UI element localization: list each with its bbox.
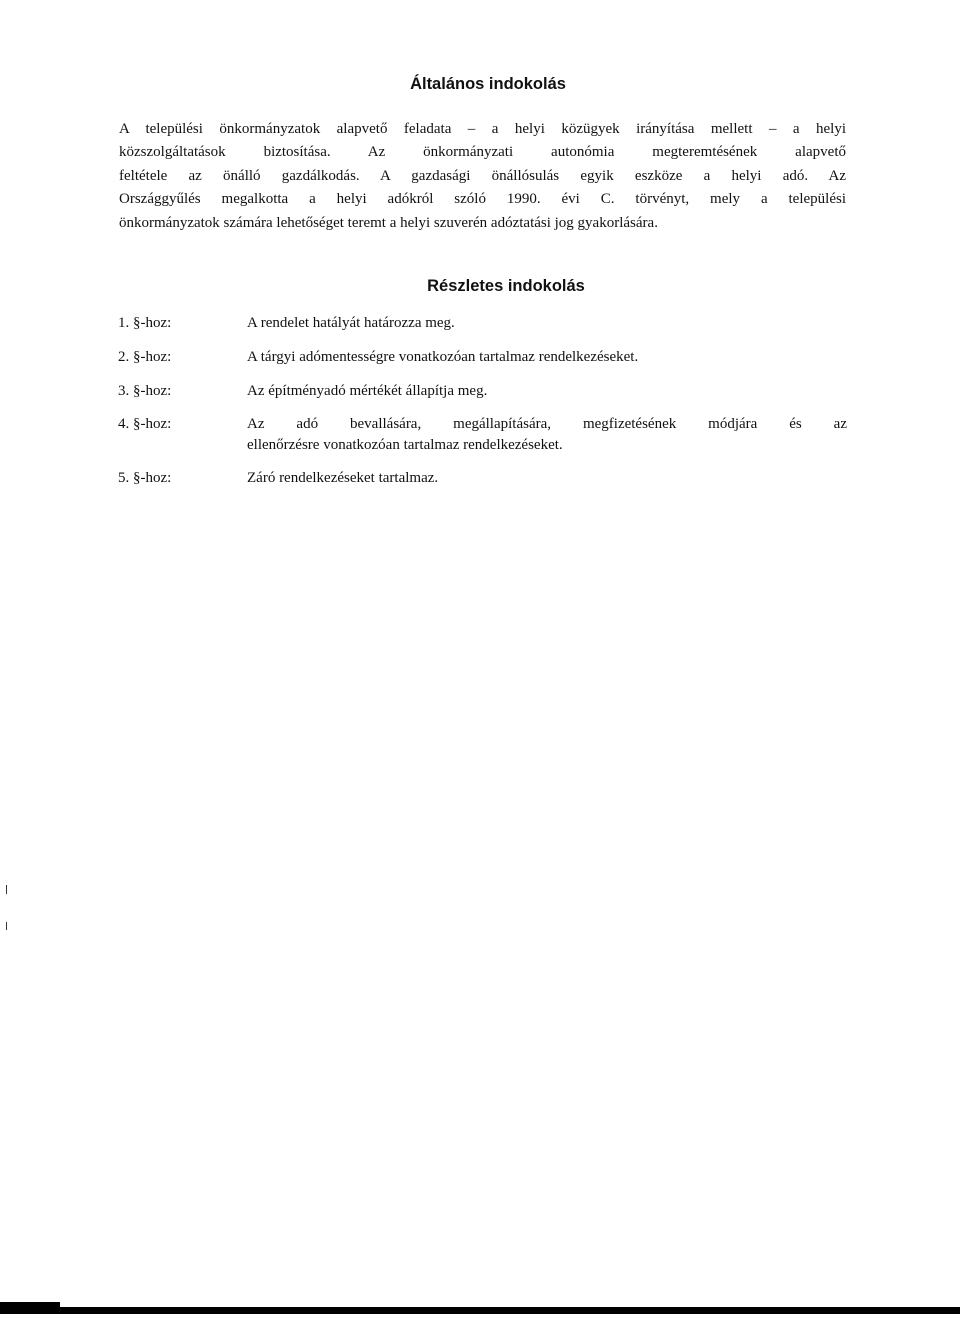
scan-margin-mark: [6, 885, 7, 894]
detailed-justification-title: Részletes indokolás: [427, 277, 585, 295]
paragraph-line: feltétele az önálló gazdálkodás. A gazdasági önállósulás egyik eszköze a helyi adó. Az: [119, 167, 846, 184]
section-description: [247, 414, 847, 456]
description-line: A rendelet hatályát határozza meg.: [247, 315, 455, 331]
section-reference: 2. §-hoz:: [118, 349, 172, 365]
section-description: [247, 468, 847, 489]
description-line: A tárgyi adómentességre vonatkozóan tartalmaz rendelkezéseket.: [247, 349, 639, 365]
paragraph-line: A települési önkormányzatok alapvető feladata – a helyi közügyek irányítása mellett – a helyi: [119, 121, 846, 137]
paragraph-line: Országgyűlés megalkotta a helyi adókról szóló 1990. évi C. törvényt, mely a települési: [119, 191, 846, 208]
section-description: [247, 347, 847, 368]
general-justification-paragraph: [119, 118, 846, 235]
paragraph-line: közszolgáltatások biztosítása. Az önkormányzati autonómia megteremtésének alapvető: [119, 144, 846, 161]
description-line: Az adó bevallására, megállapítására, megfizetésének módjára és az: [247, 416, 847, 432]
description-line: Záró rendelkezéseket tartalmaz.: [247, 470, 439, 486]
section-description: [247, 381, 847, 402]
scan-bottom-border: [0, 1307, 960, 1314]
description-line: Az építményadó mértékét állapítja meg.: [247, 383, 488, 399]
section-reference: 3. §-hoz:: [118, 383, 172, 399]
section-reference: 1. §-hoz:: [118, 315, 172, 331]
general-justification-title: Általános indokolás: [410, 75, 566, 93]
section-description: [247, 313, 847, 334]
paragraph-line: önkormányzatok számára lehetőséget teremt a helyi szuverén adóztatási jog gyakorlására.: [119, 214, 658, 231]
scan-margin-mark: [6, 922, 7, 930]
section-reference: 5. §-hoz:: [118, 470, 172, 486]
description-line: ellenőrzésre vonatkozóan tartalmaz rendelkezéseket.: [247, 437, 563, 453]
section-reference: 4. §-hoz:: [118, 416, 172, 432]
